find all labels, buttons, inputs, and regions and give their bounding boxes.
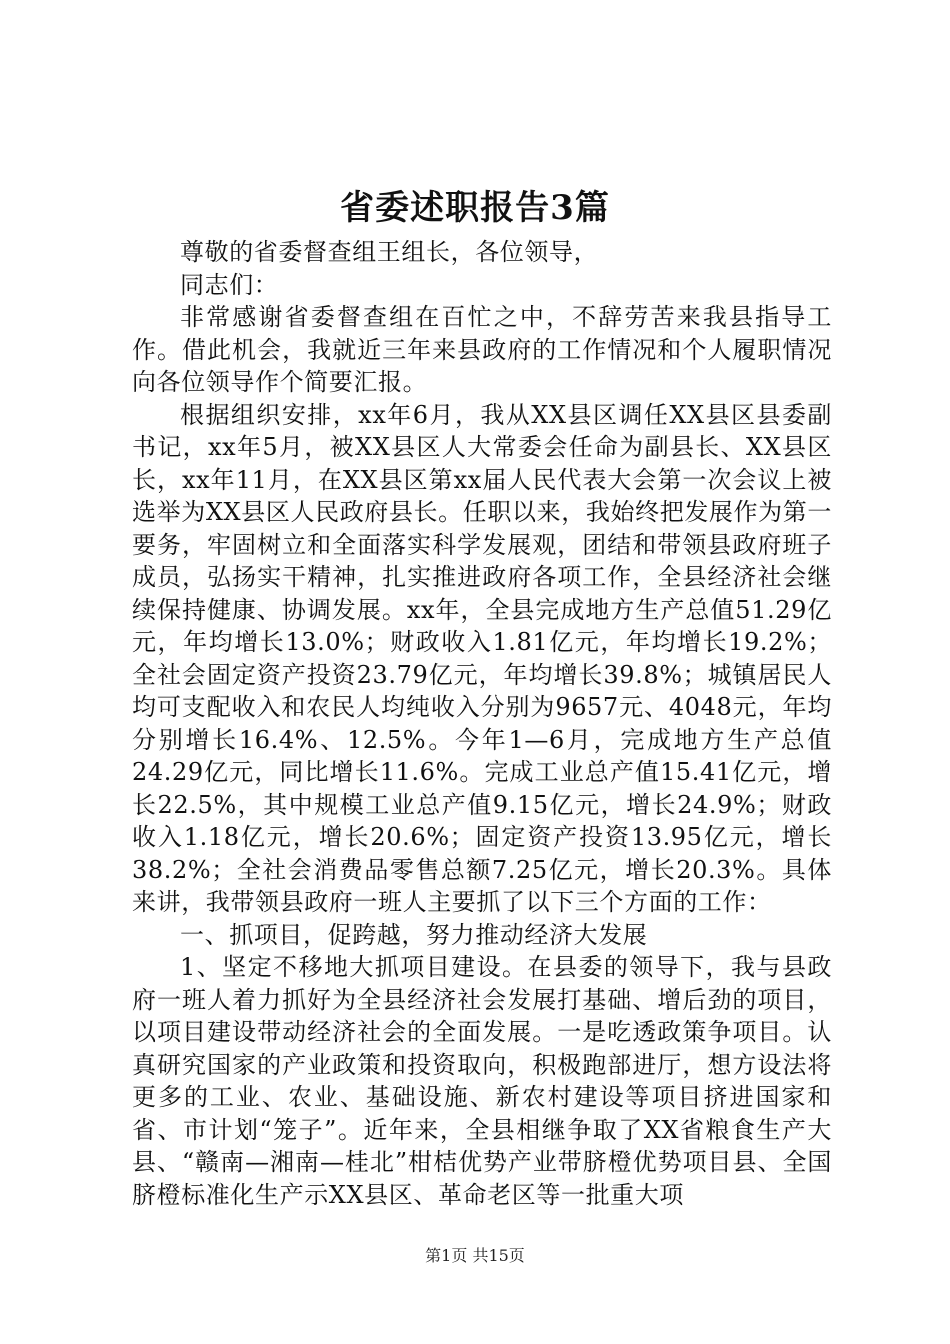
background-paragraph: 根据组织安排，xx年6月，我从XX县区调任XX县区县委副书记，xx年5月，被XX县区人大常委会任命为副县长、XX县区长，xx年11月，在XX县区第xx届人民代表大会第一次会议上被选举为XX县区人民政府县长。任职以来，我始终把发展作为第一要务，牢固树立和全面落实科学发展观，团结和带领县政府班子成员，弘扬实干精神，扎实推进政府各项工作，全县经济社会继续保持健康、协调发展。xx年，全县完成地方生产总值51.29亿元，年均增长13.0%；财政收入1.81亿元，年均增长19.2%；全社会固定资产投资23.79亿元，年均增长39.8%；城镇居民人均可支配收入和农民人均纯收入分别为9657元、4048元，年均分别增长16.4%、12.5%。今年1—6月，完成地方生产总值24.29亿元，同比增长11.6%。完成工业总产值15.41亿元，增长22.5%，其中规模工业总产值9.15亿元，增长24.9%；财政收入1.18亿元，增长20.6%；固定资产投资13.95亿元，增长38.2%；全社会消费品零售总额7.25亿元，增长20.3%。具体来讲，我带领县政府一班人主要抓了以下三个方面的工作： xyxy=(132,400,832,916)
section-heading-paragraph: 一、抓项目，促跨越，努力推动经济大发展 xyxy=(180,920,648,949)
project-paragraph: 1、坚定不移地大抓项目建设。在县委的领导下，我与县政府一班人着力抓好为全县经济社会发展打基础、增后劲的项目，以项目建设带动经济社会的全面发展。一是吃透政策争项目。认真研究国家的产业政策和投资取向，积极跑部进厅，想方设法将更多的工业、农业、基础设施、新农村建设等项目挤进国家和省、市计划“笼子”。近年来，全县相继争取了XX省粮食生产大县、“赣南—湘南—桂北”柑桔优势产业带脐橙优势项目县、全国脐橙标准化生产示XX县区、革命老区等一批重大项 xyxy=(132,953,832,1209)
salutation-paragraph: 尊敬的省委督查组王组长，各位领导， xyxy=(180,238,599,266)
opening-paragraph: 非常感谢省委督查组在百忙之中，不辞劳苦来我县指导工作。借此机会，我就近三年来县政府的工作情况和个人履职情况向各位领导作个简要汇报。 xyxy=(132,303,832,396)
page-number-footer: 第1页 共15页 xyxy=(425,1246,525,1265)
salutation-comrades-paragraph: 同志们： xyxy=(180,270,279,299)
document-title: 省委述职报告3篇 xyxy=(340,188,610,228)
document-body xyxy=(132,236,832,1211)
